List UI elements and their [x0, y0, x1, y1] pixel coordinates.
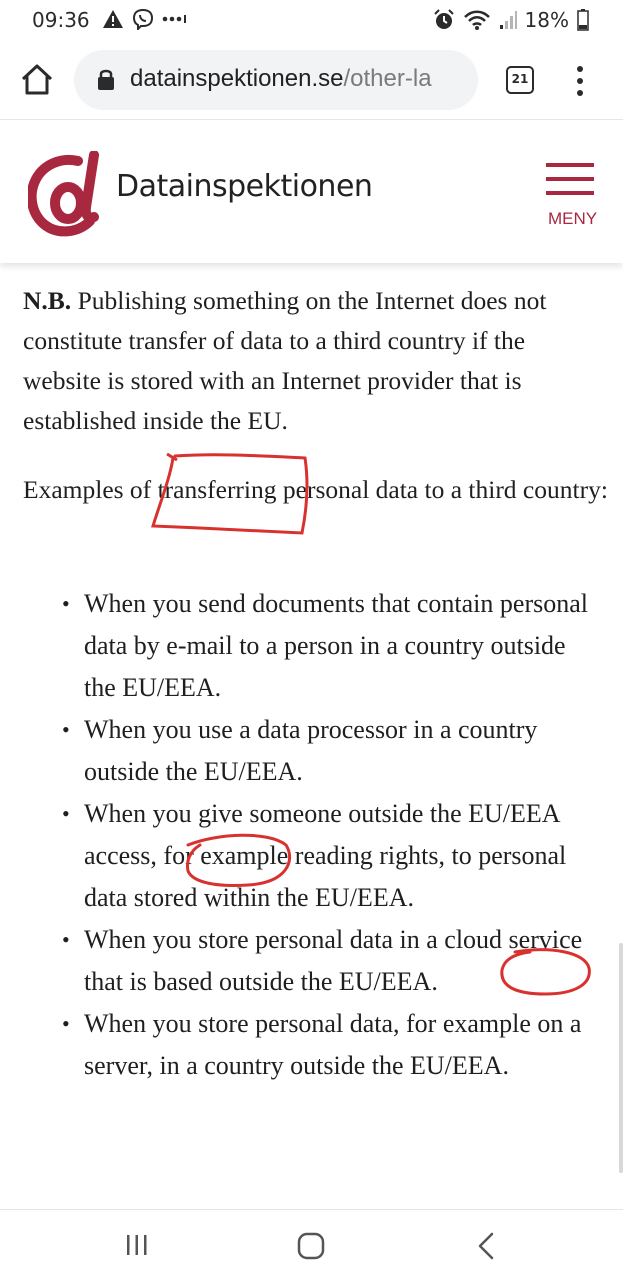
list-item-before: When you give someone outside the EU/EEA — [84, 799, 560, 828]
list-item-highlight: cloud — [444, 925, 503, 954]
wifi-icon — [463, 9, 491, 31]
browser-toolbar — [0, 40, 623, 120]
status-bar — [0, 0, 623, 40]
site-header — [0, 121, 623, 263]
examples-after: personal data to a third country: — [276, 475, 608, 504]
address-bar[interactable] — [74, 50, 478, 110]
back-icon[interactable] — [476, 1232, 496, 1260]
site-menu-button[interactable] — [544, 161, 596, 233]
examples-highlight: transferring — [157, 475, 277, 504]
bullet-dot-icon: • — [62, 1011, 70, 1036]
bullet-dot-icon: • — [62, 801, 70, 826]
menu-label: MENY — [548, 209, 598, 228]
viber-icon — [132, 8, 154, 30]
url-domain: datainspektionen.se — [130, 65, 344, 92]
system-nav-bar — [0, 1209, 623, 1280]
more-vert-icon — [570, 64, 590, 98]
list-item — [62, 583, 602, 709]
more-dots-icon — [162, 14, 188, 24]
list-item-text: When you use a data processor in a country outside the EU/EEA. — [84, 715, 538, 786]
nb-label: N.B. — [23, 286, 72, 315]
list-item-after: service that is based outside the EU/EEA. — [84, 925, 583, 996]
status-time: 09:36 — [32, 8, 90, 32]
tab-switcher-button[interactable]: 21 — [506, 66, 534, 94]
site-name[interactable]: Datainspektionen — [116, 169, 373, 204]
battery-icon — [577, 9, 589, 31]
status-notification-icons — [102, 8, 188, 30]
list-item-text: When you store personal data, for example on a server, in a country outside the EU/EEA. — [84, 1009, 582, 1080]
examples-list — [62, 583, 602, 1087]
battery-percent: 18% — [524, 8, 569, 32]
list-item-text: When you send documents that contain personal data by e-mail to a person in a country outside the EU/EEA. — [84, 589, 588, 702]
alert-triangle-icon — [102, 9, 124, 29]
browser-menu-button[interactable] — [570, 64, 590, 98]
url-path: /other-la — [343, 65, 432, 92]
list-item — [62, 709, 602, 793]
examples-before: Examples of — [23, 475, 158, 504]
signal-icon — [499, 10, 517, 30]
status-system-icons — [433, 8, 589, 32]
browser-home-button[interactable] — [18, 60, 56, 98]
list-item — [62, 793, 602, 919]
bullet-dot-icon: • — [62, 717, 70, 742]
bullet-dot-icon: • — [62, 591, 70, 616]
nav-home-icon[interactable] — [297, 1232, 325, 1260]
recents-icon[interactable] — [124, 1234, 150, 1256]
list-item-after: for example reading rights, to personal data stored within the EU/EEA. — [84, 841, 567, 912]
alarm-icon — [433, 9, 455, 31]
page-scrollbar[interactable] — [619, 943, 623, 1173]
list-item — [62, 919, 602, 1003]
lock-icon — [96, 67, 116, 91]
list-item — [62, 1003, 602, 1087]
url-text — [130, 65, 470, 95]
list-item-highlight: access, — [84, 841, 157, 870]
nb-text: Publishing something on the Internet does not constitute transfer of data to a third country if the website is stored with an Internet provider that is established inside the EU. — [23, 286, 547, 435]
nb-paragraph — [23, 281, 608, 441]
list-item-before: When you store personal data in a — [84, 925, 445, 954]
bullet-dot-icon: • — [62, 927, 70, 952]
examples-intro — [23, 470, 608, 510]
datainspektionen-logo-icon[interactable] — [28, 151, 108, 237]
article-content — [0, 263, 623, 1209]
home-icon — [18, 60, 56, 98]
